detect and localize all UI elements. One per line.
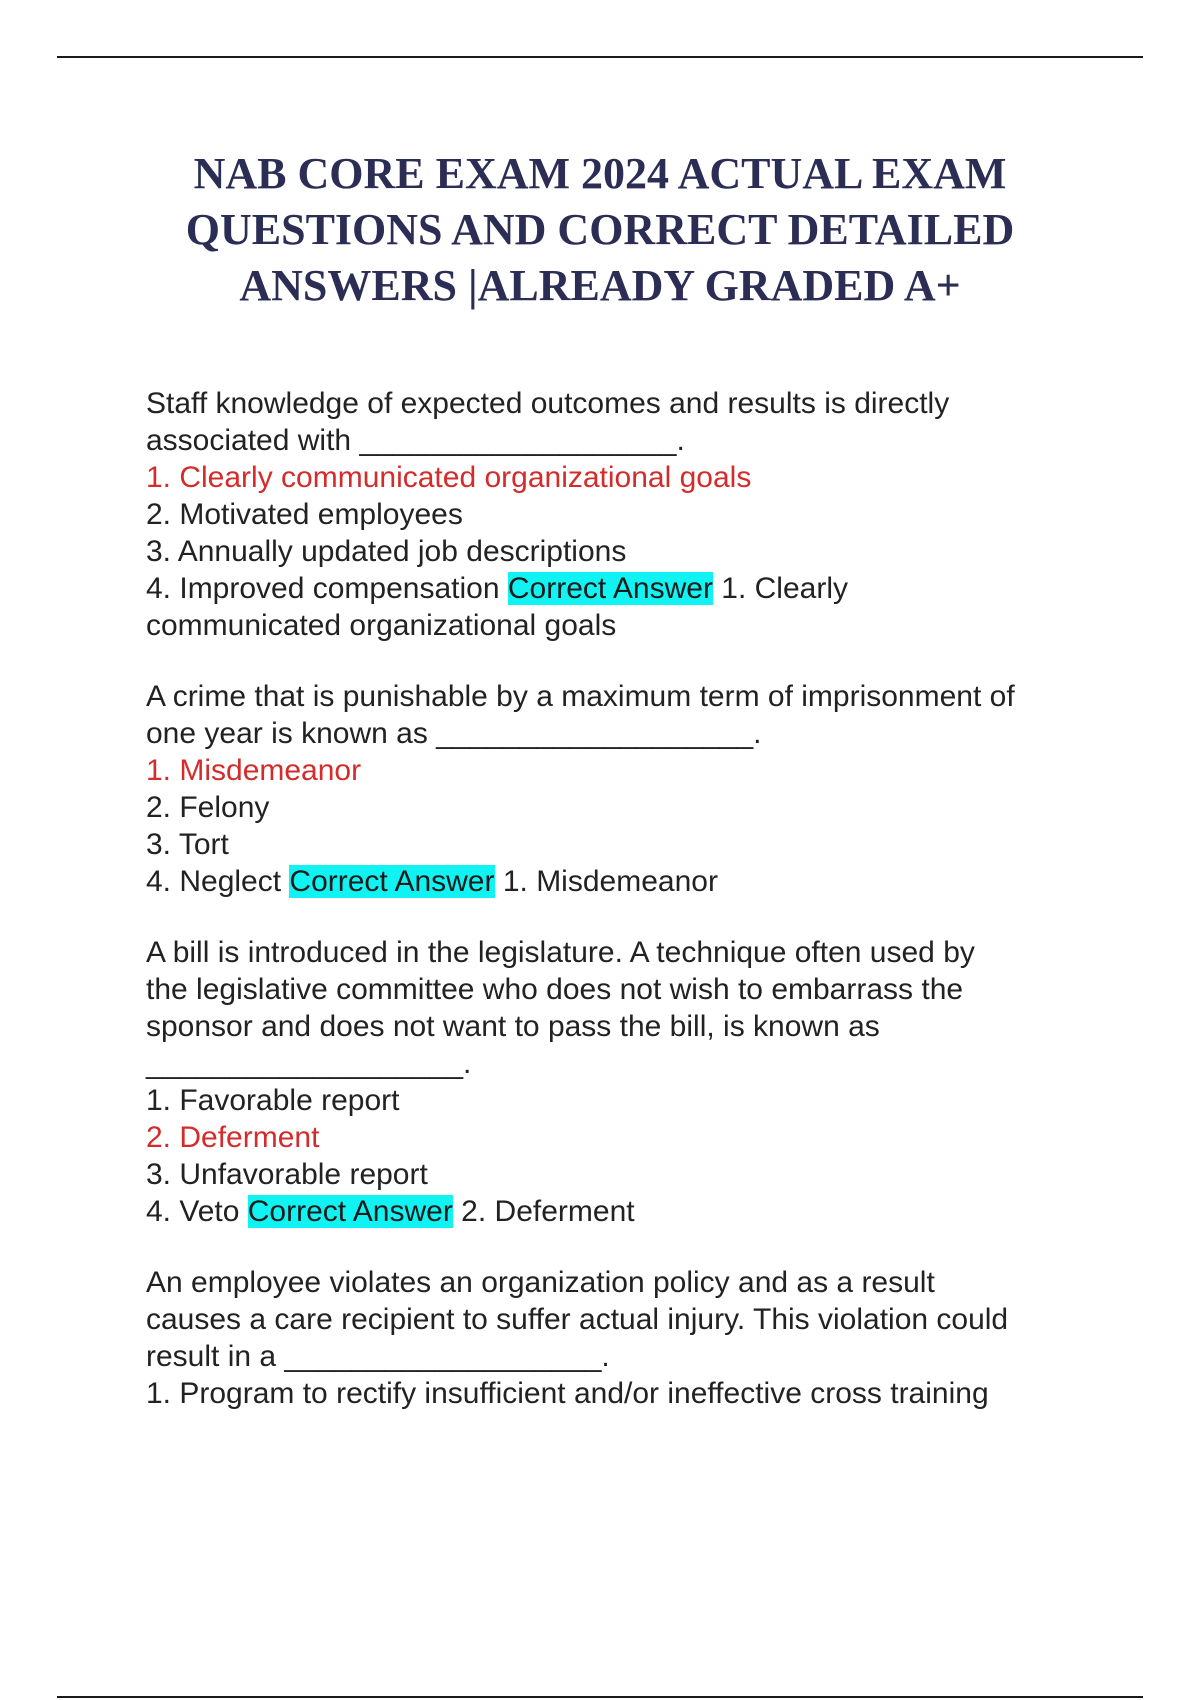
question-stem-line: one year is known as ___________________. [146, 717, 762, 750]
question-2 [146, 678, 1106, 900]
correct-answer-label: Correct Answer [289, 865, 495, 898]
question-stem-line: result in a ___________________. [146, 1340, 610, 1373]
option-with-answer [146, 1193, 1106, 1230]
question-4 [146, 1264, 1106, 1412]
question-stem-line: A bill is introduced in the legislature. A technique often used by [146, 936, 975, 969]
top-rule [57, 56, 1143, 58]
option: 3. Tort [146, 828, 229, 861]
question-stem-line: causes a care recipient to suffer actual injury. This violation could [146, 1303, 1009, 1336]
option: 4. Improved compensation [146, 572, 500, 605]
question-stem-line: A crime that is punishable by a maximum term of imprisonment of [146, 680, 1015, 713]
question-stem-line: sponsor and does not want to pass the bill, is known as [146, 1010, 880, 1043]
question-list [146, 385, 1106, 1412]
option: 3. Annually updated job descriptions [146, 535, 627, 568]
option-correct: 1. Clearly communicated organizational goals [146, 461, 752, 494]
answer-text: 1. Misdemeanor [494, 865, 718, 898]
option-with-answer [146, 570, 1106, 607]
option: 4. Neglect [146, 865, 282, 898]
option: 4. Veto [146, 1195, 240, 1228]
question-1 [146, 385, 1106, 644]
option-with-answer [146, 863, 1106, 900]
answer-text: 1. Clearly [712, 572, 848, 605]
answer-text: 2. Deferment [452, 1195, 635, 1228]
option: 1. Favorable report [146, 1084, 400, 1117]
option: 2. Felony [146, 791, 270, 824]
option: 2. Motivated employees [146, 498, 463, 531]
question-stem-line: ___________________. [146, 1047, 472, 1080]
option: 3. Unfavorable report [146, 1158, 428, 1191]
option: 1. Program to rectify insufficient and/or ineffective cross training [146, 1377, 989, 1410]
question-3 [146, 934, 1106, 1230]
document-title: NAB CORE EXAM 2024 ACTUAL EXAM QUESTIONS AND CORRECT DETAILED ANSWERS |ALREADY GRADED A+ [185, 149, 1015, 310]
correct-answer-label: Correct Answer [247, 1195, 453, 1228]
bottom-rule [57, 1696, 1143, 1698]
question-stem-line: An employee violates an organization policy and as a result [146, 1266, 935, 1299]
option-correct: 1. Misdemeanor [146, 754, 362, 787]
answer-text-continued: communicated organizational goals [146, 609, 617, 642]
option-correct: 2. Deferment [146, 1121, 320, 1154]
question-stem-line: Staff knowledge of expected outcomes and results is directly [146, 387, 950, 420]
question-stem-line: associated with ___________________. [146, 424, 685, 457]
correct-answer-label: Correct Answer [507, 572, 713, 605]
question-stem-line: the legislative committee who does not wish to embarrass the [146, 973, 964, 1006]
